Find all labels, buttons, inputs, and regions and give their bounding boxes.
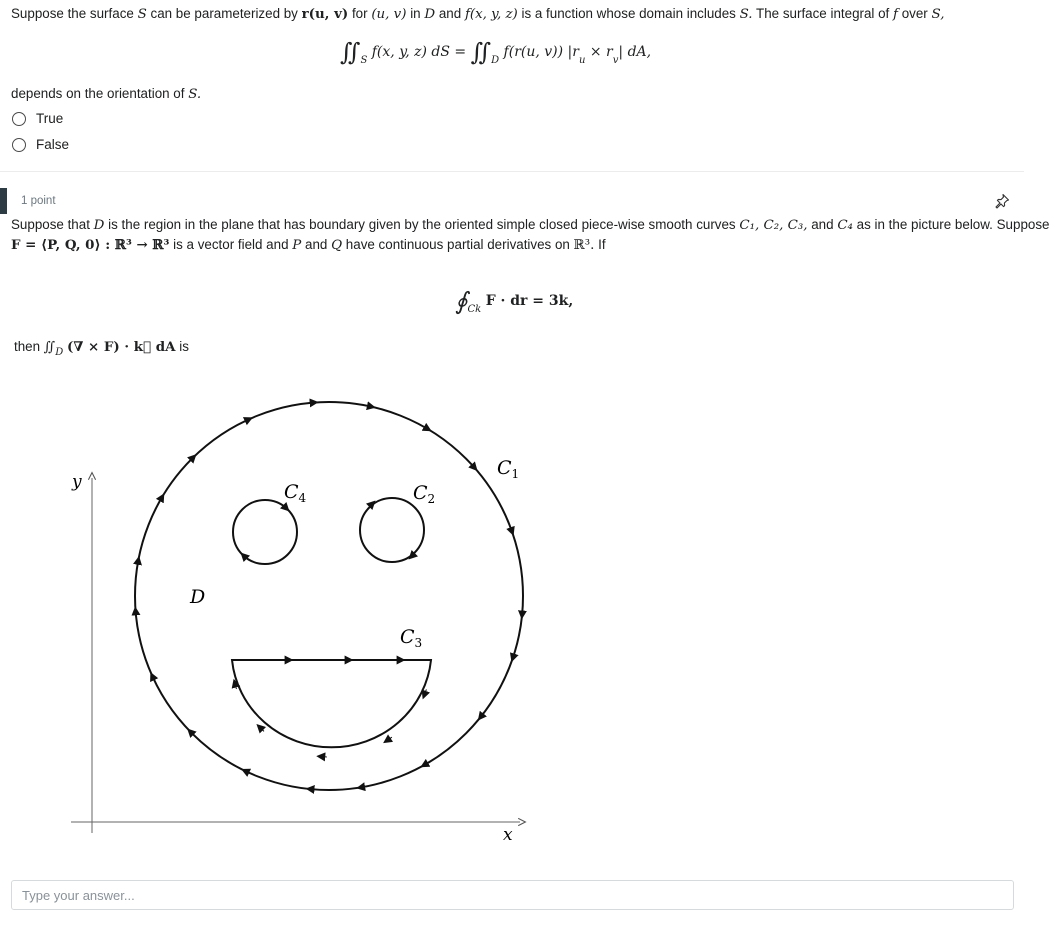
- then-statement: then $∬_D$ (∇ × F) · k⃗ dA is: [14, 339, 189, 358]
- curve-c3-arc-arrow-1: [424, 689, 426, 696]
- question1-equation: $∬_S$ f(x, y, z) dS = $∬_D$ f(r(u, v)) $|r_u \times r_v|$ dA,: [340, 38, 652, 66]
- curve-c1-arrow-12: [190, 731, 195, 736]
- c3-label: $C_3$: [400, 626, 423, 650]
- option-true-label: True: [36, 111, 64, 126]
- x-axis-label: x: [503, 825, 513, 845]
- curve-c1-arrow-3: [423, 426, 429, 430]
- curve-c1-arrow-19: [522, 609, 523, 616]
- option-false-label: False: [36, 137, 70, 152]
- answer-input[interactable]: [11, 880, 1014, 910]
- curve-c1-arrow-2: [470, 463, 475, 468]
- curve-c3-arc-arrow-2: [386, 737, 392, 741]
- curve-c1-arrow-17: [480, 712, 484, 718]
- curve-c4: [233, 500, 297, 564]
- curve-c1-arrow-5: [308, 402, 315, 403]
- curve-c3-arc-arrow-4: [259, 726, 264, 731]
- curve-c3: [232, 660, 431, 747]
- curve-c2: [360, 498, 424, 562]
- y-axis-label: y: [72, 472, 82, 492]
- line-integral-equation: $∮_{Ck}$ F · dr = 3k,: [455, 287, 574, 315]
- question2-prompt-line1: Suppose that D is the region in the plane that has boundary given by the oriented simple closed piece-wise smooth curves C₁, C₂, C₃, and C₄ as in the picture below. Suppose: [11, 217, 1049, 233]
- curve-c1-arrow-16: [423, 762, 429, 766]
- question1-suffix: depends on the orientation of S.: [11, 86, 202, 102]
- curve-c1-arrow-10: [135, 610, 136, 617]
- question1-prompt: Suppose the surface S can be parameterized by r(u, v) for (u, v) in D and f(x, y, z) is a function whose domain includes S. The surface integral of f over S,: [11, 6, 945, 22]
- curve-c1-arrow-8: [159, 496, 163, 502]
- c1-label: $C_1$: [497, 457, 520, 481]
- curve-c1-arrow-14: [309, 789, 316, 790]
- c4-label: $C_4$: [284, 481, 307, 505]
- c2-label: $C_2$: [413, 482, 436, 506]
- points-label: 1 point: [21, 195, 56, 207]
- question2-prompt-line2: F = ⟨P, Q, 0⟩ : ℝ³ → ℝ³ is a vector field and P and Q have continuous partial derivatives on ℝ³. If: [11, 237, 606, 253]
- curve-c3-arc-arrows: [235, 682, 427, 757]
- curve-c3-arc-arrow-3: [320, 756, 327, 757]
- region-d-label: D: [190, 586, 206, 608]
- curve-c1-arrow-7: [189, 457, 194, 462]
